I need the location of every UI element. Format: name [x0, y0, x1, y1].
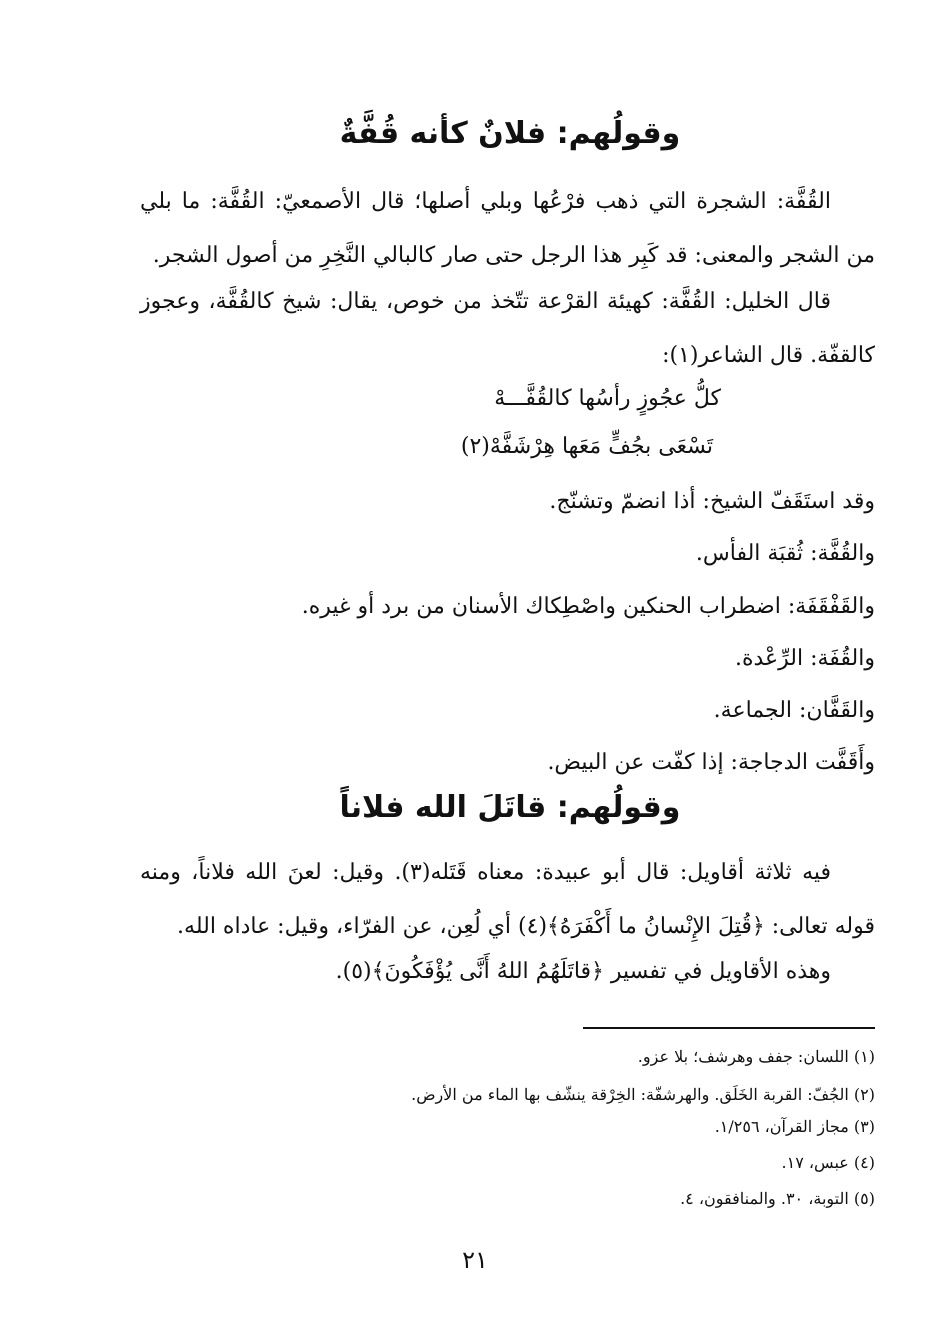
paragraph-quffa-definition — [140, 175, 875, 283]
section-heading-quffa: وقولُهم: فلانٌ كأنه قُفَّةٌ — [339, 116, 681, 151]
paragraph-three-sayings-text: فيه ثلاثة أقاويل: قال أبو عبيدة: معناه قَتَله(٣). وقيل: لعنَ الله فلاناً، ومنه قوله تعالى: ﴿قُتِلَ الإِنْسانُ ما أَكْفَرَهُ﴾(٤) أي لُعِن، عن الفرّاء، وقيل: عاداه الله. — [140, 860, 875, 939]
definition-qaffan: والقَفَّان: الجماعة. — [713, 698, 875, 723]
footnote-3: (٣) مجاز القرآن، ١/٢٥٦. — [714, 1117, 875, 1136]
page-number: ٢١ — [462, 1246, 488, 1274]
paragraph-quffa-definition-text: القُفَّة: الشجرة التي ذهب فرْعُها وبلي أصلها؛ قال الأصمعيّ: القُفَّة: ما بلي من الشجر والمعنى: قد كَبِر هذا الرجل حتى صار كالبالي النَّخِرِ من أصول الشجر. — [140, 189, 875, 268]
definition-qafqafa: والقَفْقَفَة: اضطراب الحنكين واصْطِكاك الأسنان من برد أو غيره. — [301, 594, 875, 619]
definition-aqaffat: وأَقَفَّت الدجاجة: إذا كفّت عن البيض. — [547, 750, 875, 775]
paragraph-khalil-quote — [140, 275, 875, 383]
footnote-1: (١) اللسان: جفف وهرشف؛ بلا عزو. — [637, 1047, 875, 1066]
paragraph-three-sayings — [140, 846, 875, 954]
section-heading-qatala: وقولُهم: قاتَلَ الله فلاناً — [339, 790, 681, 825]
footnote-4: (٤) عبس، ١٧. — [781, 1153, 875, 1172]
footnote-separator — [583, 1027, 875, 1029]
footnote-5: (٥) التوبة، ٣٠. والمنافقون، ٤. — [680, 1189, 875, 1208]
definition-quffa-axe: والقُفَّة: ثُقبَة الفأس. — [695, 541, 875, 566]
paragraph-tafsir-text: وهذه الأقاويل في تفسير ﴿قاتَلَهُمُ اللهُ أَنَّى يُؤْفَكُونَ﴾(٥). — [335, 959, 831, 984]
definition-istaqaff: وقد استَقَفّ الشيخ: أذا انضمّ وتشنّج. — [549, 489, 875, 514]
paragraph-tafsir — [140, 945, 875, 999]
paragraph-khalil-quote-text: قال الخليل: القُفَّة: كهيئة القرْعة تتّخذ من خوص، يقال: شيخ كالقُفَّة، وعجوز كالقفّة. قال الشاعر(١): — [140, 289, 875, 368]
footnote-2: (٢) الجُفّ: القربة الخَلَق. والهرشفّة: الخِرْقة ينشّف بها الماء من الأرض. — [411, 1085, 875, 1104]
poem-verse-second: تَسْعَى بجُفٍّ مَعَها هِرْشَفَّهْ(٢) — [460, 434, 713, 459]
definition-quffa-shiver: والقُفَة: الرِّعْدة. — [734, 646, 875, 671]
poem-verse-first: كلُّ عجُوزٍ رأسُها كالقُفَّـــهْ — [494, 386, 721, 411]
